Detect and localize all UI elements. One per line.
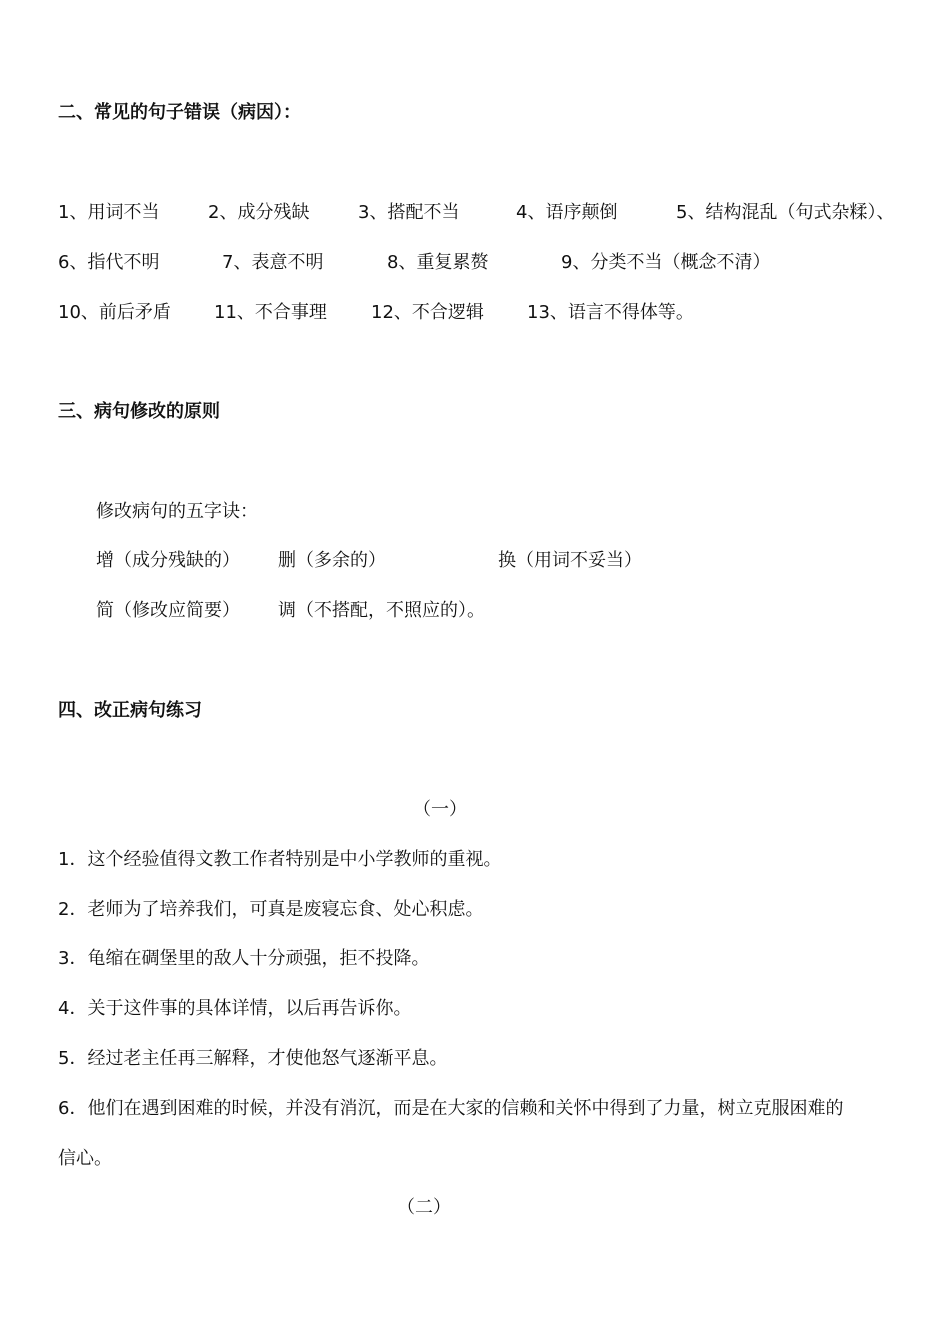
error-type-item: 12、不合逻辑: [371, 302, 484, 323]
error-type-item: 5、结构混乱（句式杂糅）、: [676, 202, 895, 223]
revision-rule-item: 调（不搭配，不照应的）。: [278, 600, 485, 621]
exercise-item: 2．老师为了培养我们，可真是废寝忘食、处心积虑。: [58, 899, 484, 920]
error-type-item: 6、指代不明: [58, 252, 160, 273]
revision-rule-item: 增（成分残缺的）: [96, 550, 240, 571]
error-type-item: 2、成分残缺: [208, 202, 310, 223]
revision-rule-item: 简（修改应简要）: [96, 600, 240, 621]
section-heading-revision-principles: 三、病句修改的原则: [58, 401, 220, 422]
error-type-item: 4、语序颠倒: [516, 202, 618, 223]
exercise-item: 5．经过老主任再三解释，才使他怒气逐渐平息。: [58, 1048, 448, 1069]
five-character-formula-intro: 修改病句的五字诀：: [96, 501, 258, 522]
revision-rule-item: 换（用词不妥当）: [498, 550, 642, 571]
error-type-item: 10、前后矛盾: [58, 302, 171, 323]
error-type-item: 8、重复累赘: [387, 252, 489, 273]
exercise-item-continuation: 信心。: [58, 1148, 112, 1169]
error-type-item: 11、不合事理: [214, 302, 327, 323]
exercise-item: 3．龟缩在碉堡里的敌人十分顽强，拒不投降。: [58, 948, 430, 969]
section-heading-common-errors: 二、常见的句子错误（病因）：: [58, 102, 301, 123]
exercise-item: 6．他们在遇到困难的时候，并没有消沉，而是在大家的信赖和关怀中得到了力量，树立克服困难的: [58, 1098, 844, 1119]
revision-rule-item: 删（多余的）: [278, 550, 386, 571]
error-type-item: 3、搭配不当: [358, 202, 460, 223]
error-type-item: 7、表意不明: [222, 252, 324, 273]
exercise-item: 1．这个经验值得文教工作者特别是中小学教师的重视。: [58, 849, 502, 870]
error-type-item: 13、语言不得体等。: [527, 302, 694, 323]
error-type-item: 1、用词不当: [58, 202, 160, 223]
exercise-group-title: （二）: [397, 1197, 451, 1218]
exercise-item: 4．关于这件事的具体详情，以后再告诉你。: [58, 998, 412, 1019]
exercise-group-title: （一）: [413, 799, 467, 820]
error-type-item: 9、分类不当（概念不清）: [561, 252, 771, 273]
section-heading-exercises: 四、改正病句练习: [58, 700, 202, 721]
